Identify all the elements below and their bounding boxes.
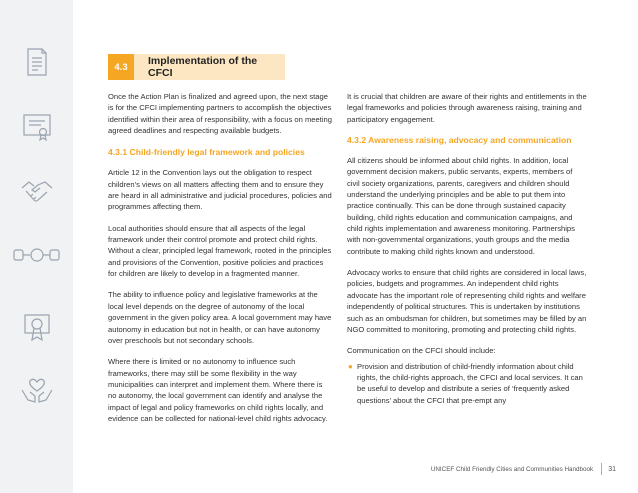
award-icon (0, 313, 73, 343)
paragraph: All citizens should be informed about child rights. In addition, local government decision makers, public servants, experts, members of civil society organizations, parents, caregivers and children should understand the underlying principles and be able to put them into practice continually. This can be done through sustained capacity building, child rights education and communication campaigns, and child rights implementation and awareness monitoring. Partnerships with non-governmental organizations, youth groups and the media contribute to making child rights known and understood. (347, 156, 575, 256)
page-number: 31 (608, 465, 616, 473)
certificate-icon (0, 112, 73, 142)
paragraph: The ability to influence policy and legislative frameworks at the local level depends on the degree of autonomy of the local government in the given policy area. A local government may have autonomy in education but not in health, or can have autonomy over preschools but not secondary schools. (108, 290, 332, 345)
process-flow-icon (0, 246, 73, 264)
section-title: Implementation of the CFCI (134, 54, 285, 80)
right-column (347, 91, 587, 406)
section-number: 4.3 (108, 54, 134, 80)
footer-divider (601, 463, 602, 475)
footer-text: UNICEF Child Friendly Cities and Communities Handbook (430, 465, 594, 473)
left-intro: Once the Action Plan is finalized and agreed upon, the next stage is for the CFCI implementing partners to accomplish the objectives identified within their area of responsibility, with a focus on meeting agreed deadlines and respecting available budgets. (108, 92, 332, 136)
paragraph: Article 12 in the Convention lays out the obligation to respect children’s views on all matters affecting them and to ensure they are heard in all administrative and judicial procedures, policies and programmes affecting them. (108, 168, 332, 212)
bullet-icon: ● (348, 361, 353, 371)
subhead-awareness: 4.3.2 Awareness raising, advocacy and communication (347, 135, 572, 146)
hands-care-icon (0, 376, 73, 406)
list-item (347, 361, 587, 406)
paragraph: Communication on the CFCI should include: (347, 346, 496, 356)
paragraph: Local authorities should ensure that all aspects of the legal framework under their control promote and protect child rights. Without a clear, principled legal framework, rooted in the principles and provisions of the Convention, positive policies and practices for children are likely to develop in a fragmented manner. (108, 223, 332, 279)
sidebar (0, 0, 73, 493)
left-column (108, 91, 332, 434)
paragraph: Where there is limited or no autonomy to influence such frameworks, there may still be some flexibility in the way municipalities can interpret and implement them. Where there is no autonomy, the local government can identify and analyse the impact of legal and policy frameworks on child rights locally, and evidence can be collected for national-level child rights advocacy. (108, 357, 328, 423)
document-icon (0, 47, 73, 77)
section-header (108, 54, 285, 80)
footer (431, 463, 616, 475)
subhead-legal-framework: 4.3.1 Child-friendly legal framework and policies (108, 147, 305, 158)
bullet-list (347, 361, 587, 406)
paragraph: Advocacy works to ensure that child rights are considered in local laws, policies, budgets and programmes. An independent child rights advocate has the important role of representing child rights and welfare independently of political structures. This is undertaken by institutions such as an ombudsman for children, but sometimes may be filled by an NGO committed to monitoring, promoting and protecting child rights. (347, 268, 587, 334)
right-intro: It is crucial that children are aware of their rights and entitlements in the legal frameworks and policies through awareness raising, training and participatory engagement. (347, 92, 587, 124)
bullet-text: Provision and distribution of child-friendly information about child rights, the child-rights approach, the CFCI and local services. It can be useful to develop and distribute a series of ‘frequently asked questions’ about the CFCI that pre-empt any (357, 361, 583, 405)
handshake-icon (0, 178, 73, 206)
